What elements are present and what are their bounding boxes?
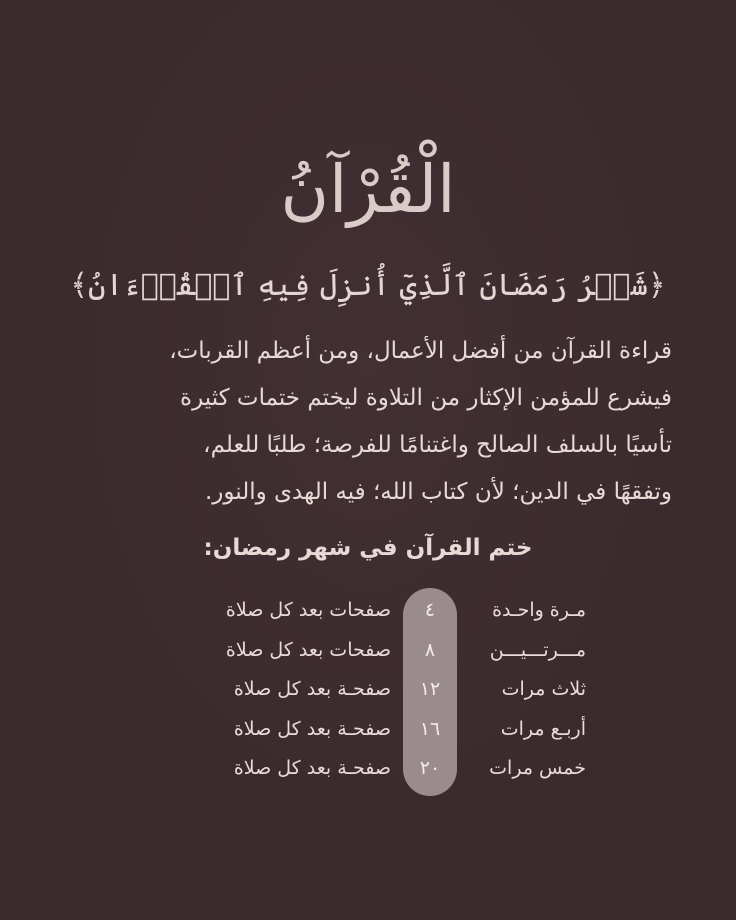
times-cell: ثلاث مرات bbox=[501, 678, 586, 700]
table-row bbox=[0, 631, 736, 671]
per-prayer-cell: صفحات بعد كل صلاة bbox=[225, 638, 391, 661]
pages-cell: ٤ bbox=[424, 599, 436, 621]
pages-cell: ٢٠ bbox=[419, 757, 441, 779]
khatm-table bbox=[0, 591, 736, 789]
page-title: الْقُرْآنُ bbox=[280, 151, 456, 228]
intro-paragraph bbox=[64, 328, 672, 516]
table-row bbox=[0, 670, 736, 710]
per-prayer-cell: صفحات بعد كل صلاة bbox=[225, 599, 391, 621]
table-row bbox=[0, 710, 736, 750]
per-prayer-cell: صفحـة بعد كل صلاة bbox=[233, 678, 391, 700]
table-row bbox=[0, 591, 736, 631]
pages-cell: ١٢ bbox=[419, 678, 441, 700]
pages-cell: ٨ bbox=[424, 638, 436, 661]
paragraph-line: وتفقهًا في الدين؛ لأن كتاب الله؛ فيه الهدى والنور. bbox=[204, 479, 672, 505]
paragraph-line: فيشرع للمؤمن الإكثار من التلاوة ليختم ختمات كثيرة bbox=[180, 385, 672, 411]
quran-verse: ﴿شَهۡرُ رَمَضَانَ ٱلَّذِيٓ أُنزِلَ فِيهِ ٱلۡقُرۡءَانُ﴾ bbox=[70, 268, 666, 303]
paragraph-line: تأسيًا بالسلف الصالح واغتنامًا للفرصة؛ طلبًا للعلم، bbox=[203, 432, 672, 458]
times-cell: مـرة واحـدة bbox=[492, 599, 586, 621]
times-cell: مـــرتـــيـــن bbox=[489, 638, 586, 661]
paragraph-line: قراءة القرآن من أفضل الأعمال، ومن أعظم القربات، bbox=[169, 338, 672, 364]
pages-cell: ١٦ bbox=[419, 717, 441, 740]
times-cell: خمس مرات bbox=[489, 757, 586, 779]
section-heading: ختم القرآن في شهر رمضان: bbox=[203, 535, 533, 561]
per-prayer-cell: صفحـة بعد كل صلاة bbox=[233, 757, 391, 779]
table-row bbox=[0, 749, 736, 789]
per-prayer-cell: صفحـة بعد كل صلاة bbox=[233, 717, 391, 740]
times-cell: أربـع مرات bbox=[500, 717, 586, 740]
